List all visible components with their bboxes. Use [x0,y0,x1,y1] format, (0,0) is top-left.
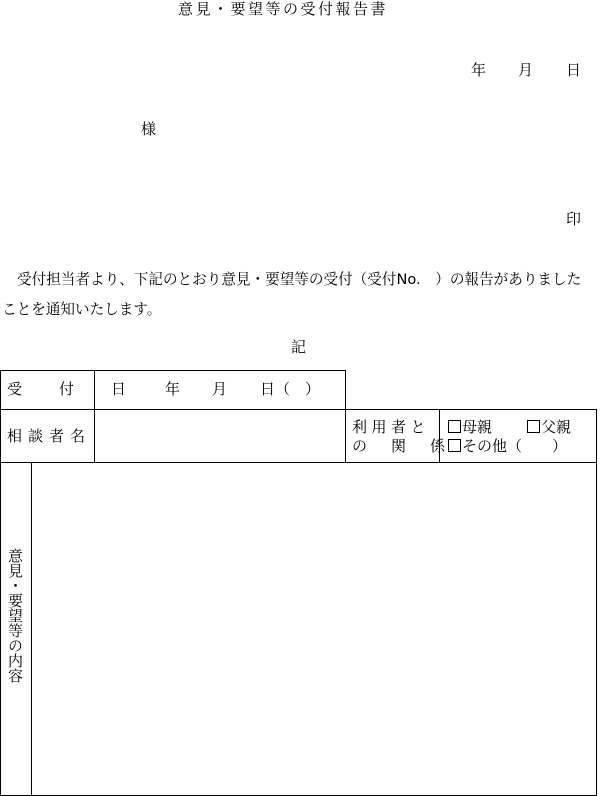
receipt-year-label: 年 [165,380,181,398]
form-border [596,409,597,796]
relation-option-label: 母親 [462,418,493,436]
receipt-day-label: 日（ ） [260,380,321,398]
date-day-label: 日 [566,61,582,79]
form-border [31,462,32,796]
relation-option-label: その他（ ） [462,437,568,455]
date-month-label: 月 [518,61,534,79]
checkbox-icon[interactable] [448,420,461,433]
relation-option-mother[interactable] [448,416,492,437]
relation-label-line1: 利用者と [352,418,431,436]
date-year-label: 年 [471,61,487,79]
content-label: 意見・要望等の内容 [6,548,24,683]
seal-label: 印 [566,210,582,228]
relation-option-other[interactable] [448,435,567,456]
content-field[interactable] [33,464,595,794]
consultant-name-field[interactable] [96,411,344,461]
receipt-date-field[interactable] [165,378,320,399]
checkbox-icon[interactable] [448,439,461,452]
form-border [0,409,597,410]
checkbox-icon[interactable] [527,420,540,433]
form-border [0,370,1,796]
form-border [0,462,597,463]
receipt-date-label: 受 付 日 [7,380,138,398]
body-text-line2: ことを通知いたします。 [2,301,162,318]
addressee-suffix: 様 [141,120,157,138]
consultant-name-label: 相談者名 [7,427,92,445]
form-border [0,370,346,371]
document-title: 意見・要望等の受付報告書 [178,0,389,18]
form-border [345,370,346,463]
relation-option-father[interactable] [527,416,571,437]
receipt-month-label: 月 [212,380,228,398]
note-heading: 記 [291,338,307,356]
relation-option-label: 父親 [541,418,572,436]
relation-label-line2: の 関 係 [352,437,450,455]
body-text-line1: 受付担当者より、下記のとおり意見・要望等の受付（受付No. ）の報告がありました [17,271,582,288]
